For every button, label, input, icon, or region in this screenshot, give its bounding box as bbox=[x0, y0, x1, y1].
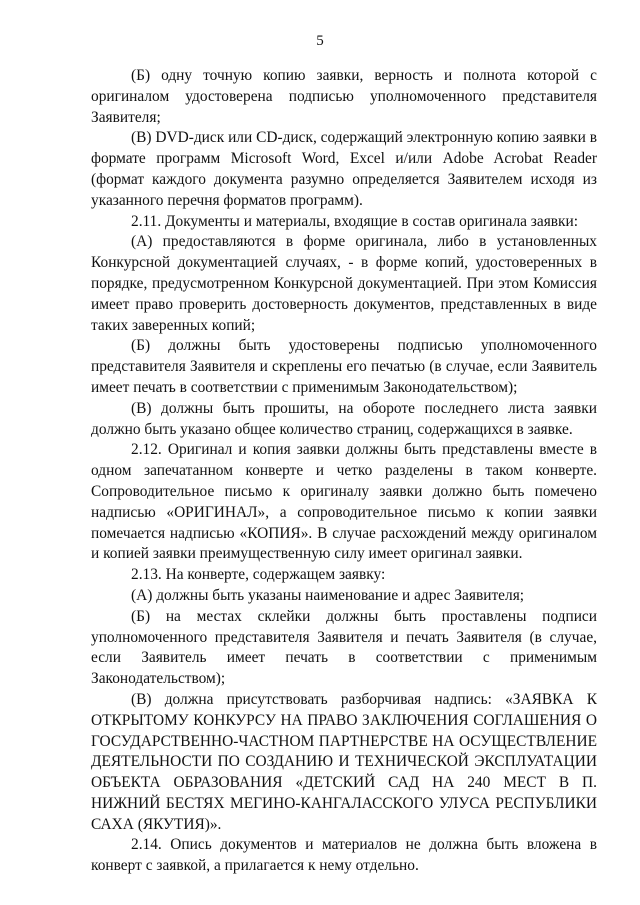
paragraph-b-copy: (Б) одну точную копию заявки, верность и полнота которой с оригиналом удостоверена подписью уполномоченного представителя Заявителя; bbox=[91, 67, 597, 126]
paragraph-2-11: 2.11. Документы и материалы, входящие в состав оригинала заявки: bbox=[131, 212, 579, 230]
paragraph-2-11-a: (А) предоставляются в форме оригинала, либо в установленных Конкурсной документацией случаях, - в форме копий, удостоверенных в порядке, предусмотренном Конкурсной документацией. При этом Комиссия имеет право проверить достоверность документов, представленных в виде таких заверенных копий; bbox=[91, 233, 597, 334]
paragraph-2-12: 2.12. Оригинал и копия заявки должны быть представлены вместе в одном запечатанном конверте и четко разделены в таком конверте. Сопроводительное письмо к оригиналу заявки должно быть помечено надписью «ОРИГИНАЛ», а сопроводительное письмо к копии заявки помечается надписью «КОПИЯ». В случае расхождений между оригиналом и копией заявки преимущественную силу имеет оригинал заявки. bbox=[91, 441, 597, 563]
paragraph-2-11-b: (Б) должны быть удостоверены подписью уполномоченного представителя Заявителя и скреплены его печатью (в случае, если Заявитель имеет печать в соответствии с применимым Законодательством); bbox=[91, 337, 597, 396]
paragraph-c-disk: (В) DVD-диск или CD-диск, содержащий электронную копию заявки в формате программ Microsoft Word, Excel и/или Adobe Acrobat Reader (формат каждого документа разумно определяется Заявителем исходя из указанного перечня форматов программ). bbox=[91, 129, 597, 209]
page-number: 5 bbox=[316, 33, 324, 49]
document-body bbox=[91, 66, 597, 877]
paragraph-2-14: 2.14. Опись документов и материалов не должна быть вложена в конверт с заявкой, а прилагается к нему отдельно. bbox=[91, 836, 597, 875]
paragraph-2-13: 2.13. На конверте, содержащем заявку: bbox=[131, 566, 386, 584]
paragraph-2-13-b: (Б) на местах склейки должны быть проставлены подписи уполномоченного представителя Заявителя и печать Заявителя (в случае, если Заявитель имеет печать в соответствии с применимым Законодательством); bbox=[91, 607, 597, 688]
paragraph-2-13-c: (В) должна присутствовать разборчивая надпись: «ЗАЯВКА К ОТКРЫТОМУ КОНКУРСУ НА ПРАВО ЗАКЛЮЧЕНИЯ СОГЛАШЕНИЯ О ГОСУДАРСТВЕННО-ЧАСТНОМ ПАРТНЕРСТВЕ НА ОСУЩЕСТВЛЕНИЕ ДЕЯТЕЛЬНОСТИ ПО СОЗДАНИЮ И ТЕХНИЧЕСКОЙ ЭКСПЛУАТАЦИИ ОБЪЕКТА ОБРАЗОВАНИЯ «ДЕТСКИЙ САД НА 240 МЕСТ В П. НИЖНИЙ БЕСТЯХ МЕГИНО-КАНГАЛАССКОГО УЛУСА РЕСПУБЛИКИ САХА (ЯКУТИЯ)». bbox=[91, 690, 597, 833]
paragraph-2-11-c: (В) должны быть прошиты, на обороте последнего листа заявки должно быть указано общее количество страниц, содержащихся в заявке. bbox=[91, 399, 597, 438]
paragraph-2-13-a: (А) должны быть указаны наименование и адрес Заявителя; bbox=[131, 586, 525, 604]
